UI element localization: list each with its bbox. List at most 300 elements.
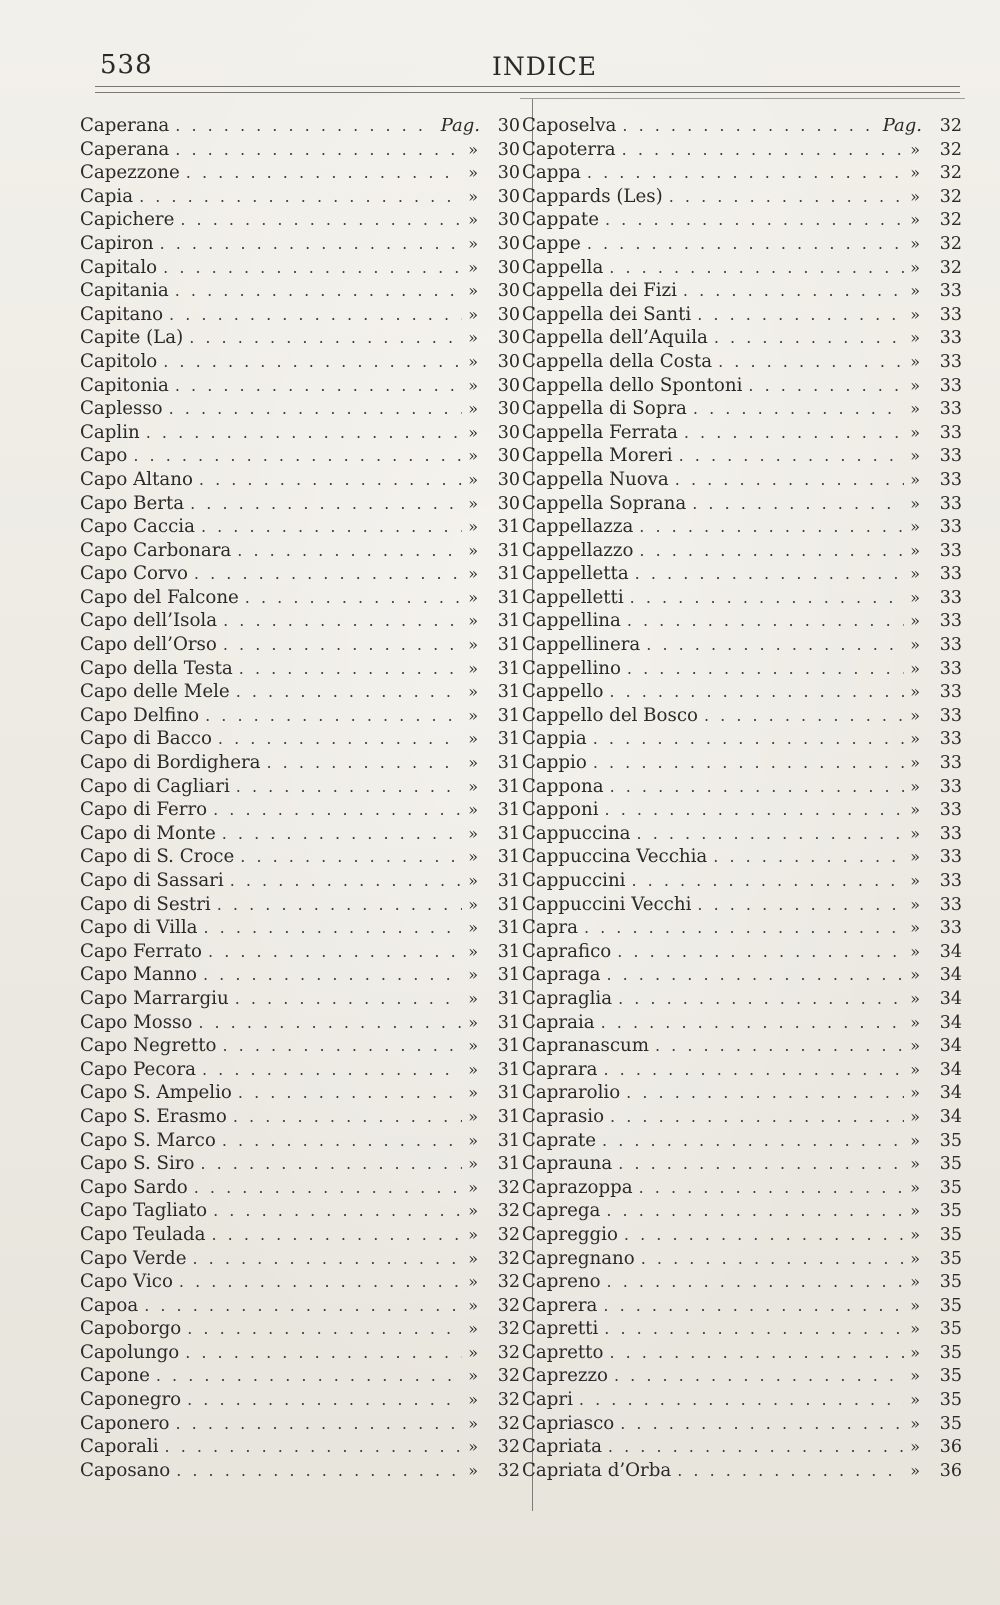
entry-name: Caporali (80, 1436, 159, 1458)
entry-page-number: 35 (939, 1177, 962, 1198)
entry-name: Cappe (522, 232, 581, 254)
entry-page-number: 30 (497, 399, 520, 420)
index-entry (522, 492, 962, 516)
dot-leader (618, 987, 904, 1011)
dot-leader (669, 185, 904, 209)
ditto-mark: » (468, 1342, 478, 1362)
entry-name: Caprafico (522, 940, 612, 962)
ditto-mark: » (910, 941, 920, 961)
index-entry (80, 279, 520, 303)
dot-leader (609, 256, 904, 280)
entry-page-number: 30 (497, 257, 520, 278)
entry-name: Capezzone (80, 162, 180, 184)
ditto-mark: » (910, 918, 920, 938)
index-entry (80, 1199, 520, 1223)
entry-page-number: 31 (497, 894, 520, 915)
dot-leader (602, 1129, 904, 1153)
entry-name: Capreno (522, 1271, 601, 1293)
dot-leader (697, 303, 904, 327)
entry-name: Caprasio (522, 1105, 605, 1127)
entry-name: Capri (522, 1389, 573, 1411)
index-entry (80, 1341, 520, 1365)
entry-name: Cappelletti (522, 586, 624, 608)
dot-leader (605, 798, 905, 822)
dot-leader (637, 822, 905, 846)
ditto-mark: » (468, 1413, 478, 1433)
index-entry (522, 1341, 962, 1365)
entry-page-number: 33 (939, 776, 962, 797)
ditto-mark: » (468, 540, 478, 560)
entry-page-number: 35 (939, 1248, 962, 1269)
entry-name: Caprauna (522, 1153, 613, 1175)
index-entry (80, 845, 520, 869)
index-entry (80, 468, 520, 492)
dot-leader (748, 374, 904, 398)
dot-leader (579, 1388, 904, 1412)
entry-name: Cappuccina (522, 822, 631, 844)
index-entry (80, 1270, 520, 1294)
ditto-mark: » (910, 446, 920, 466)
index-entry (522, 1388, 962, 1412)
entry-name: Capregnano (522, 1247, 635, 1269)
entry-page-number: 31 (497, 847, 520, 868)
dot-leader (639, 515, 904, 539)
index-entry (522, 893, 962, 917)
entry-page-number: 34 (939, 988, 962, 1009)
ditto-mark: » (468, 233, 478, 253)
index-entry (522, 208, 962, 232)
entry-name: Capriata (522, 1436, 602, 1458)
index-entry (80, 1247, 520, 1271)
index-entry (80, 633, 520, 657)
dot-leader (199, 468, 462, 492)
dot-leader (639, 1176, 905, 1200)
index-entry (522, 680, 962, 704)
dot-leader (684, 421, 904, 445)
entry-name: Caprara (522, 1058, 598, 1080)
ditto-mark: » (468, 1248, 478, 1268)
ditto-mark: » (468, 1059, 478, 1079)
index-entry (522, 1247, 962, 1271)
ditto-mark: » (468, 351, 478, 371)
dot-leader (603, 1058, 904, 1082)
entry-page-number: 32 (497, 1295, 520, 1316)
ditto-mark: » (910, 517, 920, 537)
dot-leader (601, 1011, 905, 1035)
dot-leader (230, 869, 463, 893)
ditto-mark: » (910, 635, 920, 655)
index-entry (522, 657, 962, 681)
entry-page-number: 30 (497, 446, 520, 467)
index-entry (80, 1388, 520, 1412)
entry-page-number: 31 (497, 635, 520, 656)
index-entry (80, 1081, 520, 1105)
index-column-left (80, 114, 520, 1514)
entry-page-number: 31 (497, 564, 520, 585)
index-entry (80, 1317, 520, 1341)
entry-page-number: 31 (497, 587, 520, 608)
ditto-mark: » (910, 823, 920, 843)
entry-name: Capo di S. Croce (80, 846, 235, 868)
entry-name: Capo di Monte (80, 822, 216, 844)
dot-leader (630, 586, 905, 610)
entry-page-number: 32 (497, 1366, 520, 1387)
ditto-mark: » (468, 682, 478, 702)
index-entry (80, 869, 520, 893)
entry-name: Capriasco (522, 1412, 615, 1434)
dot-leader (218, 727, 462, 751)
ditto-mark: » (910, 1460, 920, 1480)
ditto-mark: » (910, 965, 920, 985)
entry-page-number: 32 (497, 1201, 520, 1222)
ditto-mark: » (468, 564, 478, 584)
dot-leader (146, 421, 462, 445)
entry-page-number: 32 (497, 1272, 520, 1293)
index-entry (522, 114, 962, 138)
entry-page-number: 33 (939, 894, 962, 915)
dot-leader (169, 397, 463, 421)
dot-leader (175, 374, 462, 398)
index-entry (80, 350, 520, 374)
dot-leader (245, 586, 462, 610)
dot-leader (203, 916, 462, 940)
dot-leader (187, 1388, 462, 1412)
entry-page-number: 31 (497, 941, 520, 962)
dot-leader (641, 1247, 904, 1271)
ditto-mark: » (910, 375, 920, 395)
index-entry (522, 374, 962, 398)
ditto-mark: » (468, 1177, 478, 1197)
dot-leader (697, 893, 904, 917)
ditto-mark: » (910, 1342, 920, 1362)
entry-page-number: 30 (497, 186, 520, 207)
entry-name: Caprezzo (522, 1365, 608, 1387)
index-entry (80, 1105, 520, 1129)
ditto-mark: » (910, 139, 920, 159)
entry-page-number: 33 (939, 517, 962, 538)
index-entry (80, 1176, 520, 1200)
dot-leader (713, 845, 904, 869)
ditto-mark: » (910, 1177, 920, 1197)
entry-name: Capo Corvo (80, 563, 188, 585)
entry-page-number: 31 (497, 705, 520, 726)
index-entry (80, 444, 520, 468)
ditto-mark: » (910, 328, 920, 348)
dot-leader (238, 1081, 462, 1105)
entry-name: Capo del Falcone (80, 586, 239, 608)
entry-page-number: 30 (497, 328, 520, 349)
ditto-mark: » (910, 422, 920, 442)
entry-name: Capo Tagliato (80, 1200, 208, 1222)
index-entry (80, 916, 520, 940)
entry-name: Cappella (522, 256, 604, 278)
ditto-mark: » (910, 1059, 920, 1079)
ditto-mark: » (910, 753, 920, 773)
ditto-mark: » (910, 776, 920, 796)
index-entry (80, 987, 520, 1011)
index-entry (522, 515, 962, 539)
entry-page-number: 31 (497, 800, 520, 821)
ditto-mark: » (468, 894, 478, 914)
entry-name: Capo Teulada (80, 1223, 206, 1245)
entry-name: Capo Pecora (80, 1058, 196, 1080)
ditto-mark: » (468, 988, 478, 1008)
index-entry (522, 1270, 962, 1294)
index-entry (522, 1081, 962, 1105)
index-entry (80, 303, 520, 327)
index-entry (522, 1294, 962, 1318)
entry-page-number: 30 (497, 281, 520, 302)
ditto-mark: » (468, 210, 478, 230)
dot-leader (236, 775, 462, 799)
index-entry (522, 279, 962, 303)
entry-name: Capitonia (80, 374, 169, 396)
index-entry (80, 1435, 520, 1459)
index-entry (80, 374, 520, 398)
ditto-mark: » (910, 1036, 920, 1056)
entry-name: Capo Altano (80, 468, 193, 490)
index-entry (522, 1034, 962, 1058)
entry-name: Cappona (522, 775, 604, 797)
entry-name: Capoborgo (80, 1318, 182, 1340)
dot-leader (190, 492, 462, 516)
entry-page-number: 32 (497, 1437, 520, 1458)
entry-page-number: 33 (939, 375, 962, 396)
entry-name: Capo Caccia (80, 516, 195, 538)
dot-leader (609, 1341, 904, 1365)
dot-leader (235, 987, 463, 1011)
index-entry (80, 492, 520, 516)
index-entry (522, 1129, 962, 1153)
dot-leader (639, 539, 904, 563)
entry-page-number: 30 (497, 493, 520, 514)
entry-name: Capo Marrargiu (80, 987, 229, 1009)
entry-page-number: 31 (497, 1036, 520, 1057)
entry-name: Caponero (80, 1412, 170, 1434)
dot-leader (163, 350, 462, 374)
ditto-mark: » (468, 587, 478, 607)
index-entry (522, 916, 962, 940)
dot-leader (692, 492, 904, 516)
ditto-mark: » (910, 587, 920, 607)
index-entry (80, 326, 520, 350)
dot-leader (646, 633, 904, 657)
entry-page-number: 31 (497, 918, 520, 939)
ditto-mark: » (910, 1413, 920, 1433)
dot-leader (622, 138, 905, 162)
index-entry (522, 633, 962, 657)
ditto-mark: » (910, 1295, 920, 1315)
entry-page-number: 32 (939, 163, 962, 184)
dot-leader (587, 232, 904, 256)
index-entry (80, 940, 520, 964)
ditto-mark: » (910, 399, 920, 419)
dot-leader (201, 515, 462, 539)
entry-page-number: 31 (497, 871, 520, 891)
dot-leader (198, 1011, 462, 1035)
entry-name: Capponi (522, 799, 599, 821)
ditto-mark: » (468, 1390, 478, 1410)
ditto-mark: » (910, 611, 920, 631)
entry-name: Cappella Moreri (522, 445, 673, 467)
index-entry (522, 421, 962, 445)
entry-name: Cappello (522, 681, 604, 703)
entry-page-number: 33 (939, 304, 962, 325)
index-entry (522, 1058, 962, 1082)
dot-leader (202, 1058, 462, 1082)
dot-leader (683, 279, 904, 303)
entry-page-number: 30 (497, 163, 520, 184)
entry-page-number: 33 (939, 871, 962, 891)
entry-name: Capretti (522, 1318, 599, 1340)
ditto-mark: » (468, 493, 478, 513)
dot-leader (679, 444, 905, 468)
dot-leader (189, 326, 462, 350)
entry-name: Capo di Ferro (80, 799, 208, 821)
index-entry (80, 963, 520, 987)
entry-name: Capitolo (80, 350, 158, 372)
ditto-mark: » (468, 1437, 478, 1457)
dot-leader (655, 1034, 904, 1058)
ditto-mark: » (468, 517, 478, 537)
entry-name: Capranascum (522, 1035, 649, 1057)
index-entry (522, 1105, 962, 1129)
entry-page-number: 31 (497, 540, 520, 561)
entry-page-number: 34 (939, 1059, 962, 1080)
entry-page-number: 35 (939, 1224, 962, 1245)
ditto-mark: » (468, 753, 478, 773)
dot-leader (609, 680, 904, 704)
entry-name: Capichere (80, 209, 175, 231)
ditto-mark: » (910, 682, 920, 702)
dot-leader (593, 727, 904, 751)
index-entry (522, 822, 962, 846)
dot-leader (205, 704, 462, 728)
entry-name: Capra (522, 917, 578, 939)
dot-leader (604, 1317, 904, 1341)
dot-leader (606, 1199, 904, 1223)
ditto-mark: » (910, 1272, 920, 1292)
ditto-mark: » (468, 1130, 478, 1150)
ditto-mark: » (910, 658, 920, 678)
entry-name: Cappella della Costa (522, 350, 713, 372)
index-entry (80, 161, 520, 185)
dot-leader (180, 208, 462, 232)
index-entry (80, 114, 520, 138)
index-entry (522, 987, 962, 1011)
ditto-mark: » (910, 894, 920, 914)
entry-name: Cappellazza (522, 516, 634, 538)
index-entry (522, 1459, 962, 1483)
page-number: 538 (100, 50, 153, 80)
entry-page-number: 33 (939, 351, 962, 372)
ditto-mark: » (910, 564, 920, 584)
ditto-mark: » (468, 611, 478, 631)
dot-leader (587, 161, 904, 185)
index-entry (522, 539, 962, 563)
index-entry (80, 1034, 520, 1058)
dot-leader (614, 1364, 904, 1388)
dot-leader (704, 704, 904, 728)
entry-page-number: 31 (497, 753, 520, 774)
dot-leader (718, 350, 904, 374)
dot-leader (617, 940, 904, 964)
index-entry (522, 1176, 962, 1200)
ditto-mark: » (468, 800, 478, 820)
index-entry (80, 421, 520, 445)
index-entry (522, 468, 962, 492)
index-entry (80, 751, 520, 775)
entry-name: Cappella dell’Aquila (522, 327, 708, 349)
index-entry (522, 940, 962, 964)
ditto-mark: » (468, 658, 478, 678)
entry-name: Caprera (522, 1294, 598, 1316)
dot-leader (179, 1270, 462, 1294)
entry-page-number: 33 (939, 658, 962, 679)
entry-page-number: 34 (939, 941, 962, 962)
ditto-mark: » (910, 540, 920, 560)
index-entry (522, 798, 962, 822)
ditto-mark: » (910, 800, 920, 820)
index-entry (80, 609, 520, 633)
entry-name: Capo della Testa (80, 657, 233, 679)
entry-name: Capriata d’Orba (522, 1459, 672, 1481)
entry-name: Capraglia (522, 987, 613, 1009)
entry-name: Caprarolio (522, 1082, 621, 1104)
ditto-mark: » (910, 1390, 920, 1410)
entry-page-number: 30 (497, 210, 520, 231)
ditto-mark: » (910, 1224, 920, 1244)
index-entry (80, 586, 520, 610)
ditto-mark: » (468, 1272, 478, 1292)
index-entry (522, 326, 962, 350)
index-entry (522, 727, 962, 751)
index-entry (80, 727, 520, 751)
dot-leader (267, 751, 463, 775)
entry-page-number: 32 (939, 116, 962, 136)
ditto-mark: » (468, 399, 478, 419)
dot-leader (194, 1176, 462, 1200)
entry-name: Capo S. Ampelio (80, 1082, 232, 1104)
dot-leader (610, 1105, 904, 1129)
entry-page-number: 32 (497, 1460, 520, 1481)
entry-name: Capo Carbonara (80, 539, 232, 561)
ditto-mark: » (468, 375, 478, 395)
ditto-mark: » (910, 1248, 920, 1268)
ditto-mark: » (468, 186, 478, 206)
page-title: INDICE (492, 52, 598, 81)
ditto-mark: » (910, 1437, 920, 1457)
entry-page-number: 31 (497, 729, 520, 750)
dot-leader (620, 1412, 904, 1436)
dot-leader (187, 1317, 462, 1341)
entry-name: Capitano (80, 303, 164, 325)
entry-page-number: 31 (497, 1059, 520, 1080)
dot-leader (603, 1294, 904, 1318)
index-column-right (522, 114, 962, 1514)
index-entry (522, 350, 962, 374)
entry-page-number: 35 (939, 1413, 962, 1434)
index-entry (522, 256, 962, 280)
entry-name: Cappellazzo (522, 539, 634, 561)
entry-page-number: 33 (939, 753, 962, 774)
dot-leader (222, 1129, 462, 1153)
dot-leader (156, 1364, 462, 1388)
ditto-mark: » (468, 965, 478, 985)
index-entry (80, 138, 520, 162)
entry-name: Capo Vico (80, 1271, 173, 1293)
dot-leader (175, 279, 462, 303)
